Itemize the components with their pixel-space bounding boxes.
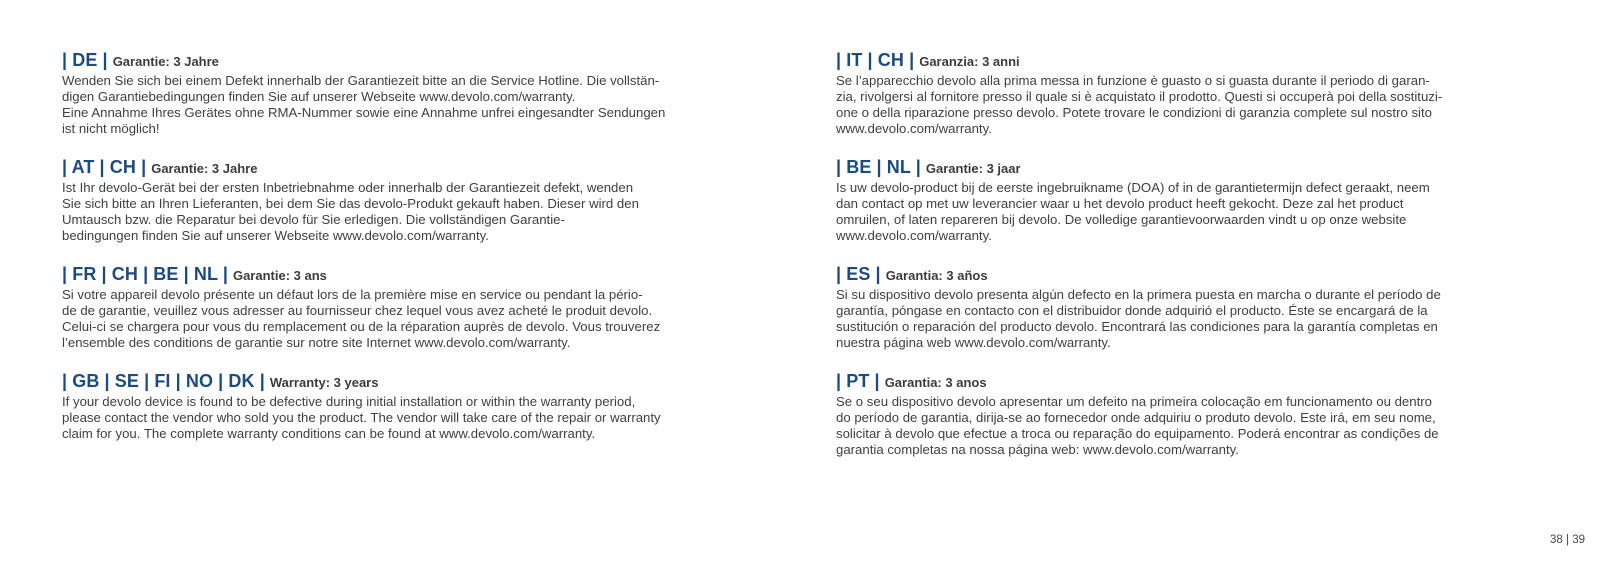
text-line: nuestra página web www.devolo.com/warranty. xyxy=(836,335,1111,350)
text-line: zia, rivolgersi al fornitore presso il quale si è acquistato il prodotto. Questi si occuperà poi della sostituzi- xyxy=(836,89,1443,104)
text-line: Is uw devolo-product bij de eerste ingebruikname (DOA) of in de garantietermijn defect geraakt, neem xyxy=(836,180,1430,195)
text-line: claim for you. The complete warranty conditions can be found at www.devolo.com/warranty. xyxy=(62,426,596,441)
country-codes: | AT | CH | xyxy=(62,157,147,177)
text-line: Se o seu dispositivo devolo apresentar um defeito na primeira colocação em funcionamento ou dentro xyxy=(836,394,1432,409)
country-codes: | ES | xyxy=(836,264,881,284)
text-line: do período de garantia, dirija-se ao fornecedor onde adquiriu o produto devolo. Este irá, em seu nome, xyxy=(836,410,1436,425)
text-line: Sie sich bitte an Ihren Lieferanten, bei dem Sie das devolo-Produkt gekauft haben. Dieser wird den xyxy=(62,196,639,211)
section-heading xyxy=(62,50,722,73)
warranty-section-gb xyxy=(62,371,722,442)
warranty-title: Garanzia: 3 anni xyxy=(919,54,1020,69)
text-line: please contact the vendor who sold you the product. The vendor will take care of the repair or warranty xyxy=(62,410,661,425)
section-heading xyxy=(836,157,1516,180)
warranty-title: Garantie: 3 Jahre xyxy=(112,54,219,69)
warranty-title: Garantie: 3 Jahre xyxy=(151,161,258,176)
section-heading xyxy=(836,264,1516,287)
text-line: Celui-ci se chargera pour vous du remplacement ou de la réparation auprès de devolo. Vous trouverez xyxy=(62,319,661,334)
warranty-text xyxy=(62,180,722,244)
country-codes: | DE | xyxy=(62,50,108,70)
text-line: solicitar à devolo que efectue a troca ou reparação do equipamento. Poderá encontrar as condições de xyxy=(836,426,1439,441)
text-line: Si votre appareil devolo présente un défaut lors de la première mise en service ou pendant la pério- xyxy=(62,287,643,302)
text-line: ist nicht möglich! xyxy=(62,121,160,136)
left-column xyxy=(62,50,722,462)
section-heading xyxy=(62,371,722,394)
country-codes: | FR | CH | BE | NL | xyxy=(62,264,228,284)
text-line: digen Garantiebedingungen finden Sie auf unserer Webseite www.devolo.com/warranty. xyxy=(62,89,576,104)
warranty-text xyxy=(836,180,1516,244)
text-line: Umtausch bzw. die Reparatur bei devolo für Sie erledigen. Die vollständigen Garantie- xyxy=(62,212,565,227)
section-heading xyxy=(836,371,1516,394)
text-line: dan contact op met uw leverancier waar u het devolo product heeft gekocht. Deze zal het product xyxy=(836,196,1404,211)
warranty-title: Garantie: 3 ans xyxy=(232,268,327,283)
warranty-section-fr xyxy=(62,264,722,351)
text-line: Si su dispositivo devolo presenta algún defecto en la primera puesta en marcha o durante el período de xyxy=(836,287,1441,302)
country-codes: | BE | NL | xyxy=(836,157,921,177)
warranty-section-es xyxy=(836,264,1516,351)
warranty-text xyxy=(62,394,722,442)
text-line: de de garantie, veuillez vous adresser au fournisseur chez lequel vous avez acheté le produit devolo. xyxy=(62,303,653,318)
text-line: garantia completas na nossa página web: www.devolo.com/warranty. xyxy=(836,442,1239,457)
text-line: garantía, póngase en contacto con el distribuidor donde adquirió el producto. Éste se encargará de la xyxy=(836,303,1428,318)
warranty-section-pt xyxy=(836,371,1516,458)
warranty-title: Warranty: 3 years xyxy=(269,375,379,390)
section-heading xyxy=(62,264,722,287)
text-line: www.devolo.com/warranty. xyxy=(836,121,992,136)
country-codes: | GB | SE | FI | NO | DK | xyxy=(62,371,265,391)
right-column xyxy=(836,50,1516,478)
warranty-text xyxy=(62,287,722,351)
text-line: omruilen, of laten repareren bij devolo. De volledige garantievoorwaarden vindt u op onze website xyxy=(836,212,1407,227)
text-line: bedingungen finden Sie auf unserer Webseite www.devolo.com/warranty. xyxy=(62,228,489,243)
page-number: 38 | 39 xyxy=(1550,534,1585,546)
text-line: Se l’apparecchio devolo alla prima messa in funzione è guasto o si guasta durante il periodo di garan- xyxy=(836,73,1430,88)
text-line: Wenden Sie sich bei einem Defekt innerhalb der Garantiezeit bitte an die Service Hotline. Die vollstän- xyxy=(62,73,660,88)
text-line: www.devolo.com/warranty. xyxy=(836,228,992,243)
warranty-text xyxy=(836,73,1516,137)
text-line: If your devolo device is found to be defective during initial installation or within the warranty period, xyxy=(62,394,636,409)
country-codes: | PT | xyxy=(836,371,880,391)
text-line: Ist Ihr devolo-Gerät bei der ersten Inbetriebnahme oder innerhalb der Garantiezeit defekt, wenden xyxy=(62,180,634,195)
section-heading xyxy=(836,50,1516,73)
text-line: one o della riparazione presso devolo. Potete trovare le condizioni di garanzia complete sul nostro sito xyxy=(836,105,1432,120)
warranty-title: Garantia: 3 años xyxy=(885,268,988,283)
warranty-text xyxy=(836,394,1516,458)
warranty-text xyxy=(62,73,722,137)
warranty-section-at-ch xyxy=(62,157,722,244)
warranty-title: Garantia: 3 anos xyxy=(884,375,987,390)
text-line: sustitución o reparación del producto devolo. Encontrará las condiciones para la garantía completas en xyxy=(836,319,1438,334)
text-line: l’ensemble des conditions de garantie sur notre site Internet www.devolo.com/warranty. xyxy=(62,335,571,350)
section-heading xyxy=(62,157,722,180)
warranty-section-be-nl xyxy=(836,157,1516,244)
warranty-text xyxy=(836,287,1516,351)
text-line: Eine Annahme Ihres Gerätes ohne RMA-Nummer sowie eine Annahme unfrei eingesandter Sendungen xyxy=(62,105,666,120)
warranty-title: Garantie: 3 jaar xyxy=(925,161,1021,176)
warranty-section-it xyxy=(836,50,1516,137)
warranty-section-de xyxy=(62,50,722,137)
country-codes: | IT | CH | xyxy=(836,50,915,70)
